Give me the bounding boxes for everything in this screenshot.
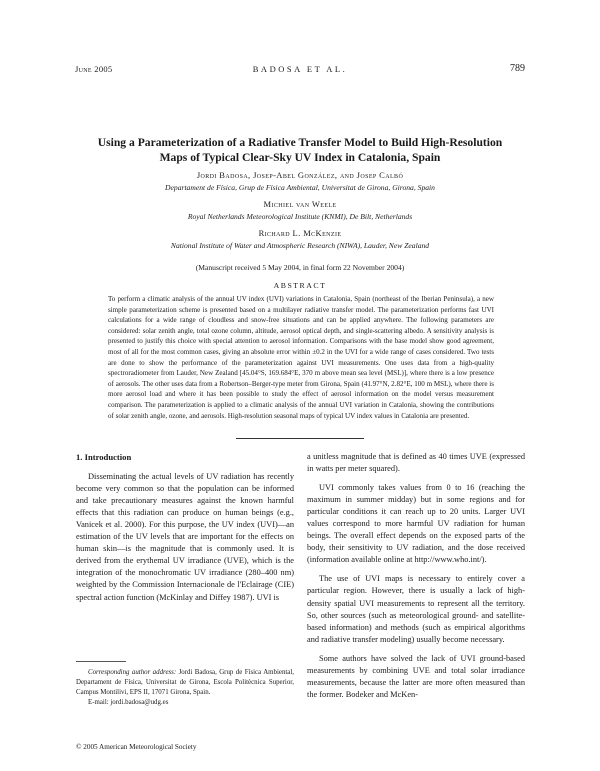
footnote-email: E-mail: jordi.badosa@udg.es bbox=[88, 699, 169, 706]
body-paragraph: Some authors have solved the lack of UVI ground-based measurements by combining UVE and total solar irradiance measurements, because the latter are more often measured than the former. Bodeker and McKen- bbox=[307, 653, 525, 699]
abstract-body bbox=[108, 294, 494, 421]
abstract-text: To perform a climatic analysis of the annual UV index (UVI) variations in Catalonia, Spain (northeast of the Iberian Peninsula), a new simple parameterization scheme is presented based on a multilayer radiative transfer model. The parameterization performs fast UVI calculations for a wide range of cloudless and snow-free situations and can be applied anywhere. The following parameters are considered: solar zenith angle, total ozone column, altitude, aerosol optical depth, and single-scattering albedo. A sensitivity analysis is presented to justify this choice with special attention to aerosol information. Comparisons with the base model show good agreement, most of all for the most common cases, giving an absolute error within ±0.2 in the UVI for a wide range of cases considered. Two tests are done to show the performance of the parameterization against UVI measurements. One uses data from a high-quality spectroradiometer from Lauder, New Zealand [45.04°S, 169.684°E, 370 m above mean sea level (MSL)], where there is a low presence of aerosols. The other uses data from a Robertson–Berger-type meter from Girona, Spain (41.97°N, 2.82°E, 100 m MSL), where there is more aerosol load and where it has been possible to study the effect of aerosol information on the model versus measurement comparison. The parameterization is applied to a climatic analysis of the annual UVI variation in Catalonia, showing the contributions of solar zenith angle, ozone, and aerosols. High-resolution seasonal maps of typical UV index values in Catalonia are presented. bbox=[108, 295, 494, 420]
abstract-heading: ABSTRACT bbox=[273, 281, 327, 290]
issue-date: June 2005 bbox=[75, 64, 113, 74]
running-authors: BADOSA ET AL. bbox=[252, 64, 348, 74]
body-paragraph: a unitless magnitude that is defined as 40 times UVE (expressed in watts per meter squared). bbox=[307, 452, 525, 474]
corresponding-author-footnote bbox=[76, 668, 294, 708]
author-group-2: Michiel van Weele bbox=[263, 199, 337, 209]
abstract-divider bbox=[236, 438, 364, 439]
footnote-label: Corresponding author address: bbox=[88, 669, 177, 676]
left-column bbox=[76, 451, 294, 604]
title-line-2: Maps of Typical Clear-Sky UV Index in Catalonia, Spain bbox=[159, 151, 441, 164]
footnote-divider bbox=[76, 661, 126, 662]
page-number: 789 bbox=[510, 63, 525, 74]
affiliation-3: National Institute of Water and Atmospheric Research (NIWA), Lauder, New Zealand bbox=[170, 241, 430, 250]
body-paragraph: UVI commonly takes values from 0 to 16 (reaching the maximum in summer midday) but in some regions and for particular conditions it can reach up to 20 units. Larger UVI values correspond to more harmful UV radiation for human beings. The overall effect depends on the exposed parts of the body, their sensitivity to UV radiation, and the dose received (information available online at http://www.who.int/). bbox=[307, 483, 525, 565]
author-group-3: Richard L. McKenzie bbox=[258, 228, 342, 238]
title-line-1: Using a Parameterization of a Radiative Transfer Model to Build High-Resolution bbox=[97, 136, 503, 149]
manuscript-dates: (Manuscript received 5 May 2004, in final form 22 November 2004) bbox=[195, 263, 405, 272]
section-heading: 1. Introduction bbox=[76, 452, 132, 462]
copyright-notice: © 2005 American Meteorological Society bbox=[76, 743, 197, 751]
author-group-1: Jordi Badosa, Josep-Abel González, and Josep Calbó bbox=[196, 170, 404, 180]
right-column bbox=[307, 451, 525, 701]
body-paragraph: The use of UVI maps is necessary to entirely cover a particular region. However, there is usually a lack of high-density spatial UVI measurements to represent all the territory. So, other sources (such as meteorological ground- and satellite-based information) and methods (such as empirical algorithms and radiative transfer modeling) usually become necessary. bbox=[307, 574, 525, 644]
body-paragraph: Disseminating the actual levels of UV radiation has recently become very common so that the population can be informed and take precautionary measures against the known harmful effects that this radiation can produce on human beings (e.g., Vanicek et al. 2000). For this purpose, the UV index (UVI)—an estimation of the UV levels that are important for the effects on human skin—is the magnitude that is commonly used. It is derived from the erythemal UV irradiance (UVE), which is the integration of the monochromatic UV irradiance (280–400 nm) weighted by the Commission Internacionale de l'Eclairage (CIE) spectral action function (McKinlay and Diffey 1987). UVI is bbox=[76, 472, 294, 602]
affiliation-1: Departament de Física, Grup de Física Ambiental, Universitat de Girona, Girona, Spain bbox=[165, 183, 435, 192]
paper-title bbox=[90, 135, 510, 165]
affiliation-2: Royal Netherlands Meteorological Institute (KNMI), De Bilt, Netherlands bbox=[187, 212, 413, 221]
running-header bbox=[75, 64, 525, 78]
footnote-text: Jordi Badosa, Grup de Física Ambiental, Departament de Física, Universitat de Girona, Escola Politècnica Superior, Campus Montilivi, EPS II, 17071 Girona, Spain. bbox=[76, 669, 294, 696]
